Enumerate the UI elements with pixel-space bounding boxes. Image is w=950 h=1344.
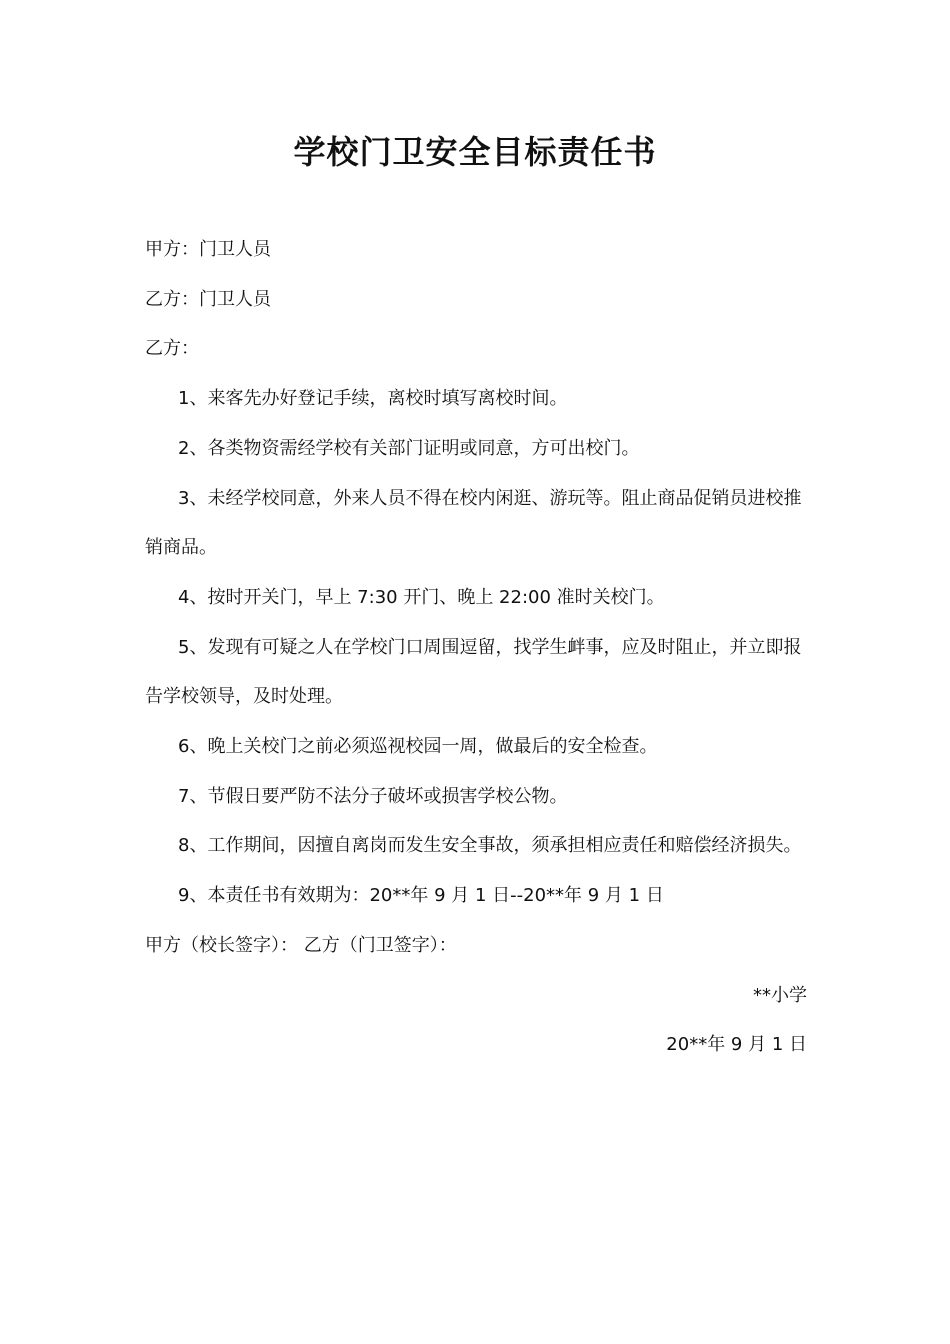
clause-6: 6、晚上关校门之前必须巡视校园一周，做最后的安全检查。 xyxy=(178,736,658,758)
document-date: 20**年 9 月 1 日 xyxy=(666,1034,807,1056)
school-name: **小学 xyxy=(753,984,807,1006)
clause-9: 9、本责任书有效期为：20**年 9 月 1 日--20**年 9 月 1 日 xyxy=(178,885,664,907)
clause-5: 5、发现有可疑之人在学校门口周围逗留，找学生衅事，应及时阻止，并立即报告学校领导，及时处理。 xyxy=(145,636,802,708)
clause-8: 8、工作期间，因擅自离岗而发生安全事故，须承担相应责任和赔偿经济损失。 xyxy=(178,835,802,857)
clause-4: 4、按时开关门，早上 7:30 开门、晚上 22:00 准时关校门。 xyxy=(178,586,665,608)
clause-1: 1、来客先办好登记手续，离校时填写离校时间。 xyxy=(178,388,568,410)
document-body xyxy=(145,225,807,1070)
document-title: 学校门卫安全目标责任书 xyxy=(293,133,657,171)
party-b-line: 乙方：门卫人员 xyxy=(145,288,271,310)
party-a-line: 甲方：门卫人员 xyxy=(145,239,271,260)
clause-3: 3、未经学校同意，外来人员不得在校内闲逛、游玩等。阻止商品促销员进校推销商品。 xyxy=(145,487,802,559)
clause-2: 2、各类物资需经学校有关部门证明或同意，方可出校门。 xyxy=(178,437,640,459)
signature-line: 甲方（校长签字）： 乙方（门卫签字）： xyxy=(145,934,457,956)
clause-7: 7、节假日要严防不法分子破坏或损害学校公物。 xyxy=(178,785,568,807)
party-b-label: 乙方： xyxy=(145,338,199,360)
